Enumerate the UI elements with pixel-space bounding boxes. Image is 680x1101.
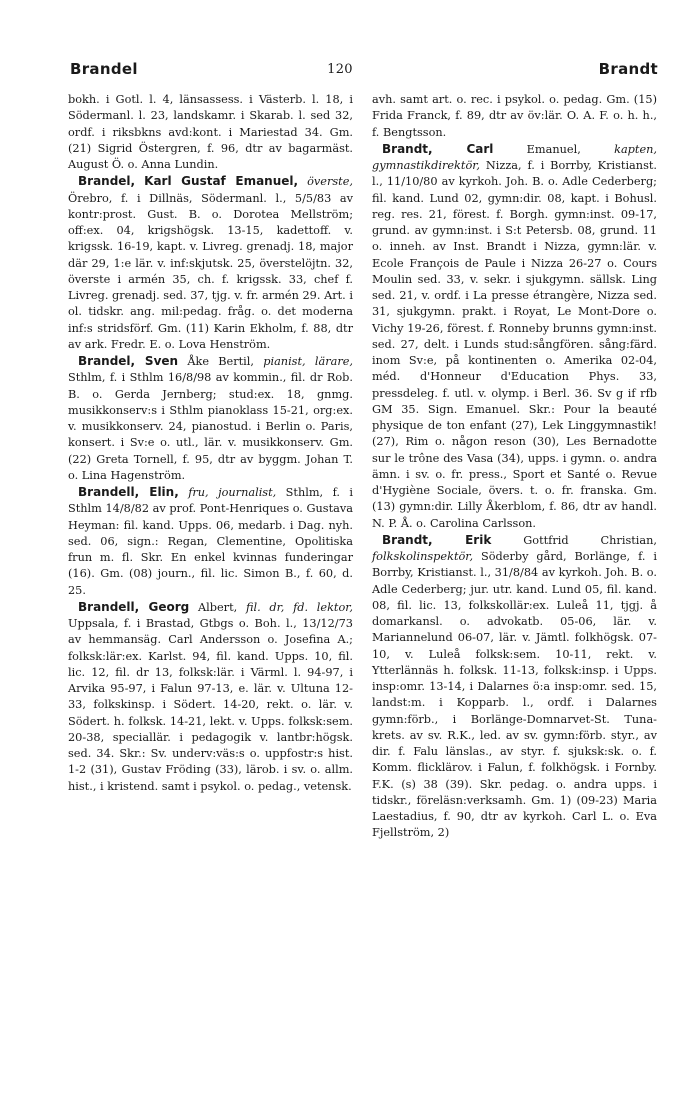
running-head-left: Brandel	[70, 60, 138, 78]
entry-occupation: överste,	[307, 175, 353, 189]
entry-name: Brandell, Georg	[78, 599, 190, 614]
entry-text: Örebro, f. i Dillnäs, Södermanl. l., 5/5/83 av kontr:prost. Gust. B. o. Dorotea Mellström; off:ex. 04, krigshögsk. 13-15, kadettoff. v. krigssk. 16-19, kapt. v. Livreg. grenadj. 18, major där 29, 1:e lär. v. inf:skjutsk. 25, överstelöjtn. 32, överste i armén 35, ch. f. krigssk. 33, chef f. Livreg. grenadj. sed. 37, tjg. v. fr. armén 29. Art. i ol. tidskr. ang. mil:pedag. fråg. o. det moderna inf:s stridsförf. Gm. (11) Karin Ekholm, f. 88, dtr av ark. Fredr. E. o. Lova Henström.	[68, 191, 353, 351]
entry-given-names: Emanuel,	[526, 142, 581, 156]
biography-entry	[68, 484, 353, 599]
biography-entry	[68, 353, 353, 484]
entry-text: Sthlm, f. i Sthlm 14/8/82 av prof. Pont-Henriques o. Gustava Heyman: fil. kand. Upps. 06, medarb. i Dag. nyh. sed. 06, sign.: Regan, Clementine, Opolitiska frun m. fl. Skr. En enkel kvinnas funderingar (16). Gm. (08) journ., fil. lic. Simon B., f. 60, d. 25.	[68, 486, 353, 597]
right-column	[372, 92, 657, 842]
biography-entry	[372, 532, 657, 842]
entry-given-names: Gottfrid Christian,	[523, 533, 657, 547]
entry-occupation: pianist, lärare,	[263, 355, 354, 368]
entry-continuation	[68, 92, 353, 173]
biography-entry	[372, 141, 657, 532]
entry-occupation: kapten, gymnastikdirektör,	[372, 142, 657, 172]
entry-occupation: folkskolinspektör,	[372, 550, 474, 563]
biography-entry	[68, 173, 353, 353]
entry-text: Sthlm, f. i Sthlm 16/8/98 av kommin., fil. dr Rob. B. o. Gerda Jernberg; stud:ex. 18, gnmg. musikkonserv:s i Sthlm pianoklass 15-21, org:ex. v. musikkonserv. 24, pianostud. i Berlin o. Paris, konsert. i Sv:e o. utl., lär. v. musikkonserv. Gm. (22) Greta Tornell, f. 95, dtr av byggm. Johan T. o. Lina Hagenström.	[68, 371, 353, 482]
left-column	[68, 92, 353, 795]
entry-continuation	[372, 92, 657, 141]
entry-name: Brandel,	[78, 174, 136, 189]
entry-name: Brandel, Sven	[78, 354, 179, 368]
biography-entry	[68, 599, 353, 795]
entry-name: Brandt, Carl	[382, 141, 494, 156]
entry-name: Brandell, Elin,	[78, 485, 179, 499]
entry-name: Brandt, Erik	[382, 532, 492, 547]
running-head-right: Brandt	[598, 60, 658, 78]
entry-occupation: fru, journalist,	[188, 486, 277, 499]
entry-given-names: Albert,	[197, 600, 238, 614]
page-number: 120	[327, 62, 353, 77]
entry-text: bokh. i Gotl. l. 4, länsassess. i Västerb. l. 18, i Södermanl. l. 23, landskamr. i Skarab. l. sed 32, ordf. i riksbkns avd:kont. i Mariestad 34. Gm. (21) Sigrid Östergren, f. 96, dtr av bagarmäst. August Ö. o. Anna Lundin.	[68, 93, 353, 171]
entry-given-names: Åke Bertil,	[187, 355, 254, 368]
entry-text: Nizza, f. i Borrby, Kristianst. l., 11/10/80 av kyrkoh. Joh. B. o. Adle Cederberg; fil. kand. Lund 02, gymn:dir. 08, kapt. i Bohusl. reg. res. 21, förest. f. Borgh. gymn:inst. 09-17, grund. av gymn:inst. i S:t Petersb. 08, grund. 11 o. inneh. av Inst. Brandt i Nizza, gymn:lär. v. Ecole François de Paule i Nizza 26-27 o. Cours Moulin sed. 33, v. sekr. i sjukgymn. sällsk. Ling sed. 21, v. ordf. i La presse étrangère, Nizza sed. 31, sjukgymn. prakt. i Royat, Le Mont-Dore o. Vichy 19-26, förest. f. Ronneby brunns gymn:inst. sed. 27, delt. i Lunds stud:sångfören. sång:färd. inom Sv:e, på kontinenten o. Amerika 02-04, méd. d'Honneur d'Education Phys. 33, pressdeleg. f. utl. v. olymp. i Berl. 36. Sv g if rfb GM 35. Sign. Emanuel. Skr.: Pour la beauté physique de ton enfant (27), Lek Linggymnastik! (27), Rim o. någon reson (30), Les Bernadotte sur le trône des Vasa (34), upps. i gymn. o. andra ämn. i sv. o. fr. press., Sport et Santé o. Revue d'Hygiène Sociale, övers. t. o. fr. franska. Gm. (13) gymn:dir. Lilly Åkerblom, f. 86, dtr av handl. N. P. Å. o. Carolina Carlsson.	[372, 159, 657, 530]
entry-text: Uppsala, f. i Brastad, Gtbgs o. Boh. l., 13/12/73 av hemmansäg. Carl Andersson o. Josefina A.; folksk:lär:ex. Karlst. 94, fil. kand. Upps. 10, fil. lic. 12, fil. dr 13, folksk:lär. i Värml. l. 94-97, i Arvika 95-97, i Falun 97-13, e. lär. v. Ultuna 12-33, folkskinsp. i Södert. 14-20, rekt. o. lär. v. Södert. h. folksk. 14-21, lekt. v. Upps. folksk:sem. 20-38, speciallär. i pedagogik v. lantbr:högsk. sed. 34. Skr.: Sv. underv:väs:s o. uppfostr:s hist. 1-2 (31), Gustav Fröding (33), lärob. i sv. o. allm. hist., i kristend. samt i psykol. o. pedag., vetensk.	[68, 617, 353, 793]
entry-text: Söderby gård, Borlänge, f. i Borrby, Kristianst. l., 31/8/84 av kyrkoh. Joh. B. o. Adle Cederberg; jur. utr. kand. Lund 05, fil. kand. 08, fil. lic. 13, folkskollär:ex. Luleå 11, tjgj. å domarkansl. o. advokatb. 05-06, lär. v. Mariannelund 06-07, lär. v. Jämtl. folkhögsk. 07-10, v. Luleå folksk:sem. 10-11, rekt. v. Ytterlännäs h. folksk. 11-13, folksk:insp. i Upps. insp:omr. 13-14, i Dalarnes ö:a insp:omr. sed. 15, landst:m. i Kopparb. l., ordf. i Dalarnes gymn:förb., i Borlänge-Domnarvet-St. Tuna-krets. av sv. R.K., led. av sv. gymn:förb. styr., av dir. f. Falu länslas., av styr. f. sjuksk:sk. o. f. Komm. flicklärov. i Falun, f. folkhögsk. i Fornby. F.K. (s) 38 (39). Skr. pedag. o. andra upps. i tidskr., föreläsn:verksamh. Gm. 1) (09-23) Maria Laestadius, f. 90, dtr av kyrkoh. Carl L. o. Eva Fjellström, 2)	[372, 550, 657, 840]
entry-occupation: fil. dr, fd. lektor,	[245, 600, 354, 614]
entry-text: avh. samt art. o. rec. i psykol. o. pedag. Gm. (15) Frida Franck, f. 89, dtr av öv:lär. O. A. F. o. h. h., f. Bengtsson.	[372, 93, 657, 139]
entry-given-names: Karl Gustaf Emanuel,	[144, 174, 299, 189]
